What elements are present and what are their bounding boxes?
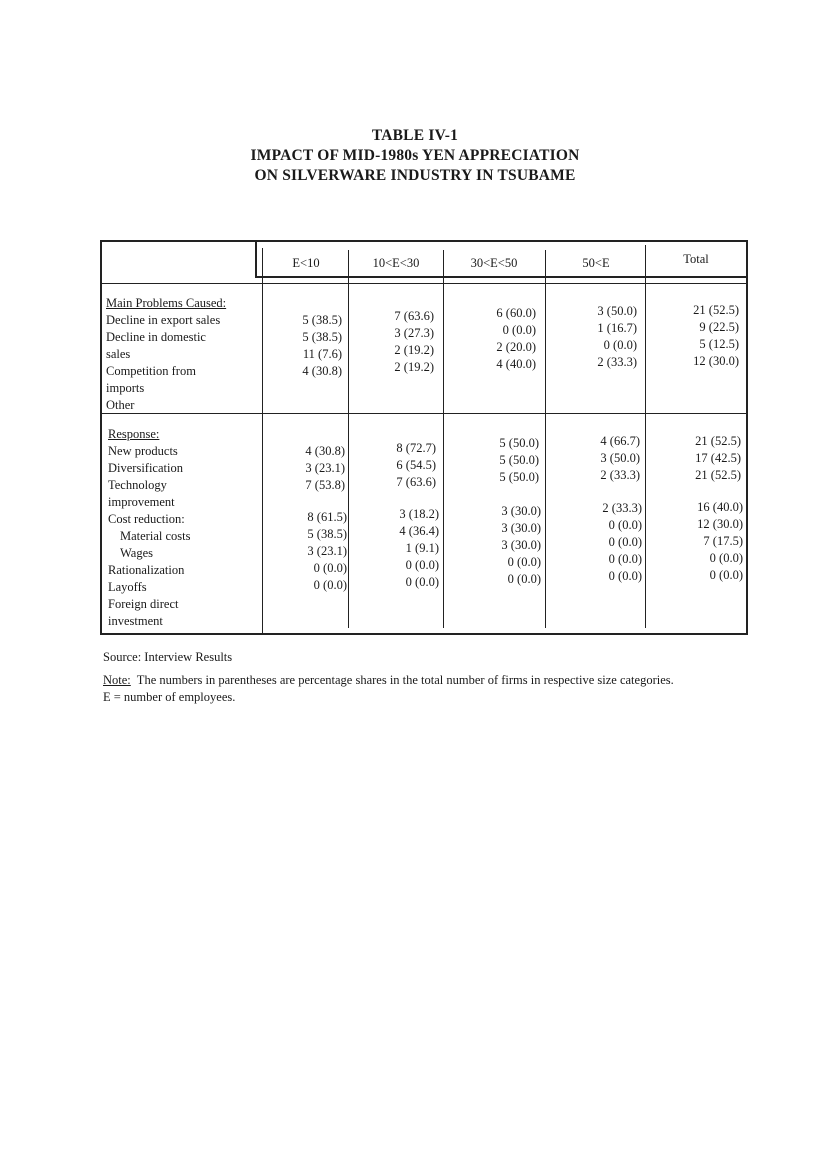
response-top-col-30-e-50: [499, 435, 539, 486]
table-cell: 1 (9.1): [405, 541, 439, 555]
row-label: Cost reduction:: [108, 512, 185, 526]
response-bottom-col-50-e: [602, 500, 642, 585]
table-cell: 6 (54.5): [396, 458, 436, 472]
table-cell: 7 (63.6): [394, 309, 434, 323]
table-cell: 2 (33.3): [600, 468, 640, 482]
table-cell: 3 (50.0): [600, 451, 640, 465]
response-top-col-10-e-30: [396, 440, 436, 491]
table-cell: 0 (0.0): [608, 518, 642, 532]
problems-col-30-e-50: [496, 305, 536, 373]
table-cell: 1 (16.7): [597, 321, 637, 335]
table-cell: 3 (30.0): [501, 504, 541, 518]
table-title-line-1: IMPACT OF MID-1980s YEN APPRECIATION: [250, 147, 580, 164]
table-cell: 0 (0.0): [405, 558, 439, 572]
table-cell: 8 (72.7): [396, 441, 436, 455]
row-label: imports: [106, 381, 145, 395]
row-label: Decline in domestic: [106, 330, 206, 344]
table-cell: 0 (0.0): [313, 561, 347, 575]
table-cell: 5 (38.5): [307, 527, 347, 541]
problems-col-e-lt-10: [302, 312, 342, 380]
table-cell: 5 (50.0): [499, 436, 539, 450]
table-cell: 4 (30.8): [302, 364, 342, 378]
table-cell: 0 (0.0): [603, 338, 637, 352]
table-cell: 5 (12.5): [699, 337, 739, 351]
table-cell: 2 (19.2): [394, 343, 434, 357]
response-bottom-col-30-e-50: [501, 503, 541, 588]
table-cell: 0 (0.0): [608, 552, 642, 566]
response-top-col-e-lt-10: [305, 443, 345, 494]
table-cell: 2 (20.0): [496, 340, 536, 354]
table-cell: 0 (0.0): [405, 575, 439, 589]
table-cell: 3 (23.1): [305, 461, 345, 475]
response-top-col-total: [695, 433, 741, 484]
problems-col-10-e-30: [394, 308, 434, 376]
table-cell: 4 (66.7): [600, 434, 640, 448]
row-label: Diversification: [108, 461, 183, 475]
table-cell: 4 (40.0): [496, 357, 536, 371]
row-label: Layoffs: [108, 580, 147, 594]
table-cell: 0 (0.0): [709, 551, 743, 565]
table-cell: 21 (52.5): [695, 468, 741, 482]
header-bottom-rule: [100, 283, 748, 284]
table-cell: 7 (53.8): [305, 478, 345, 492]
table-cell: 0 (0.0): [502, 323, 536, 337]
table-cell: 6 (60.0): [496, 306, 536, 320]
response-heading: Response:: [108, 427, 160, 441]
table-cell: 12 (30.0): [697, 517, 743, 531]
table-cell: 7 (17.5): [703, 534, 743, 548]
problems-heading: Main Problems Caused:: [106, 296, 227, 310]
column-rule-4: [645, 245, 646, 628]
table-cell: 21 (52.5): [693, 303, 739, 317]
table-cell: 5 (50.0): [499, 453, 539, 467]
table-cell: 5 (38.5): [302, 313, 342, 327]
table-cell: 3 (30.0): [501, 521, 541, 535]
row-label: Foreign direct: [108, 597, 179, 611]
response-top-col-50-e: [600, 433, 640, 484]
table-cell: 3 (30.0): [501, 538, 541, 552]
table-cell: 0 (0.0): [507, 555, 541, 569]
response-bottom-col-total: [697, 499, 743, 584]
table-cell: 21 (52.5): [695, 434, 741, 448]
response-labels: [108, 426, 190, 630]
table-cell: 0 (0.0): [608, 569, 642, 583]
table-cell: 3 (50.0): [597, 304, 637, 318]
note-label: Note:: [103, 673, 131, 687]
table-cell: 0 (0.0): [709, 568, 743, 582]
table-cell: 17 (42.5): [695, 451, 741, 465]
row-label: Rationalization: [108, 563, 185, 577]
note-line-2: E = number of employees.: [103, 690, 236, 704]
table-cell: 2 (33.3): [602, 501, 642, 515]
table-cell: 5 (50.0): [499, 470, 539, 484]
response-bottom-col-10-e-30: [399, 506, 439, 591]
row-label: sales: [106, 347, 131, 361]
row-label: improvement: [108, 495, 175, 509]
column-rule-2: [443, 250, 444, 628]
column-header-10-e-30: 10<E<30: [372, 256, 420, 270]
table-cell: 4 (30.8): [305, 444, 345, 458]
table-cell: 0 (0.0): [608, 535, 642, 549]
table-cell: 3 (18.2): [399, 507, 439, 521]
row-label: investment: [108, 614, 163, 628]
note-line-1: [103, 672, 674, 689]
table-cell: 7 (63.6): [396, 475, 436, 489]
table-cell: 2 (33.3): [597, 355, 637, 369]
problems-col-total: [693, 302, 739, 370]
column-header-e-lt-10: E<10: [292, 256, 320, 270]
problems-col-50-e: [597, 303, 637, 371]
row-label: Wages: [120, 546, 154, 560]
table-cell: 3 (27.3): [394, 326, 434, 340]
problems-labels: [106, 295, 226, 414]
column-rule-1: [348, 250, 349, 628]
table-title-block: [200, 126, 630, 186]
table-cell: 9 (22.5): [699, 320, 739, 334]
table-cell: 0 (0.0): [313, 578, 347, 592]
row-label: Competition from: [106, 364, 196, 378]
table-number: TABLE IV-1: [371, 127, 459, 144]
table-cell: 5 (38.5): [302, 330, 342, 344]
table-cell: 3 (23.1): [307, 544, 347, 558]
column-rule-3: [545, 250, 546, 628]
table-cell: 8 (61.5): [307, 510, 347, 524]
row-label: Technology: [108, 478, 167, 492]
column-header-total: Total: [683, 252, 709, 266]
table-cell: 16 (40.0): [697, 500, 743, 514]
row-label: Decline in export sales: [106, 313, 221, 327]
response-bottom-col-e-lt-10: [307, 509, 347, 594]
note-text: The numbers in parentheses are percentage shares in the total number of firms in respective size categories.: [130, 673, 674, 687]
table-title-line-2: ON SILVERWARE INDUSTRY IN TSUBAME: [254, 167, 576, 184]
table-cell: 11 (7.6): [302, 347, 342, 361]
table-cell: 12 (30.0): [693, 354, 739, 368]
column-header-30-e-50: 30<E<50: [470, 256, 518, 270]
table-cell: 2 (19.2): [394, 360, 434, 374]
label-column-rule: [262, 248, 263, 634]
table-cell: 0 (0.0): [507, 572, 541, 586]
note-block: [103, 672, 674, 706]
row-label: New products: [108, 444, 178, 458]
table-cell: 4 (36.4): [399, 524, 439, 538]
row-label: Other: [106, 398, 135, 412]
column-header-50-e: 50<E: [582, 256, 610, 270]
row-label: Material costs: [120, 529, 191, 543]
source-line: Source: Interview Results: [103, 650, 233, 664]
